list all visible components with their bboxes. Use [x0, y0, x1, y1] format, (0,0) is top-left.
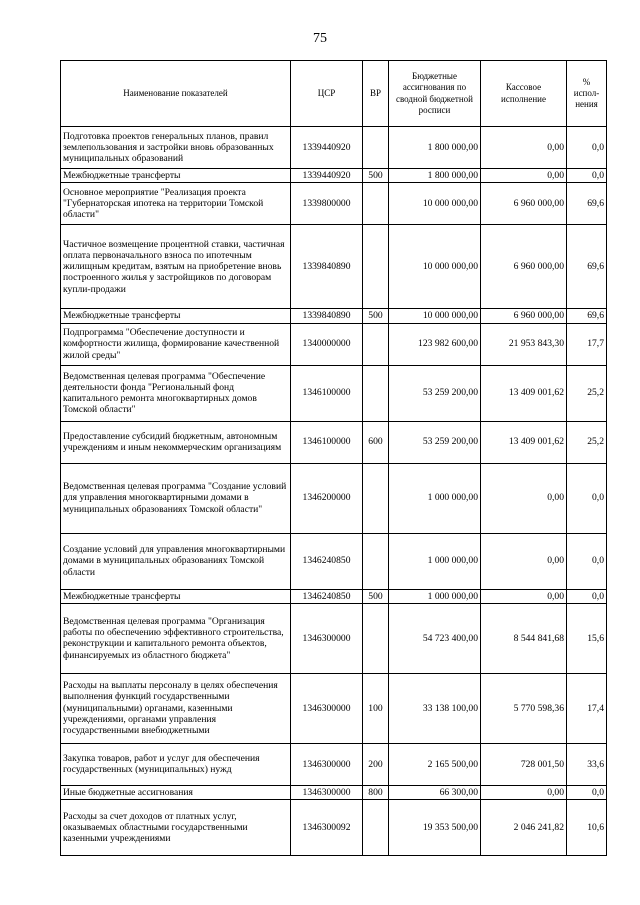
table-row [61, 365, 607, 421]
header-name: Наименование показателей [61, 61, 291, 127]
table-row [61, 127, 607, 169]
row-csr: 1346100000 [291, 421, 363, 463]
row-vr: 200 [363, 743, 389, 785]
row-vr [363, 533, 389, 589]
header-execution-percent: % испол-нения [567, 61, 607, 127]
row-percent: 0,0 [567, 169, 607, 183]
table-row [61, 169, 607, 183]
row-vr [363, 800, 389, 856]
row-vr: 500 [363, 169, 389, 183]
page-number: 75 [313, 31, 327, 46]
row-name: Межбюджетные трансферты [61, 309, 291, 323]
row-percent: 25,2 [567, 365, 607, 421]
row-csr: 1346300000 [291, 603, 363, 673]
row-csr: 1346300000 [291, 785, 363, 799]
row-csr: 1346240850 [291, 533, 363, 589]
table-row [61, 603, 607, 673]
header-cash-execution: Кассовое исполнение [481, 61, 567, 127]
table-row [61, 183, 607, 225]
row-cash: 5 770 598,36 [481, 673, 567, 743]
row-percent: 17,7 [567, 323, 607, 365]
row-cash: 6 960 000,00 [481, 183, 567, 225]
row-budget: 1 000 000,00 [389, 589, 481, 603]
row-budget: 10 000 000,00 [389, 309, 481, 323]
table-row [61, 785, 607, 799]
row-vr: 500 [363, 309, 389, 323]
row-vr [363, 603, 389, 673]
row-cash: 13 409 001,62 [481, 365, 567, 421]
row-percent: 17,4 [567, 673, 607, 743]
row-budget: 1 000 000,00 [389, 533, 481, 589]
row-vr [363, 323, 389, 365]
row-cash: 0,00 [481, 533, 567, 589]
row-name: Межбюджетные трансферты [61, 169, 291, 183]
row-csr: 1346300092 [291, 800, 363, 856]
table-row [61, 533, 607, 589]
table-row [61, 421, 607, 463]
row-budget: 54 723 400,00 [389, 603, 481, 673]
row-percent: 69,6 [567, 183, 607, 225]
row-csr: 1346200000 [291, 463, 363, 533]
row-csr: 1346240850 [291, 589, 363, 603]
row-vr [363, 183, 389, 225]
row-csr: 1339800000 [291, 183, 363, 225]
row-name: Ведомственная целевая программа "Обеспечение деятельности фонда "Региональный фонд капитального ремонта многоквартирных домов Томской области" [61, 365, 291, 421]
row-cash: 0,00 [481, 785, 567, 799]
table-header-row [61, 61, 607, 127]
row-name: Создание условий для управления многоквартирными домами в муниципальных образованиях Томской области [61, 533, 291, 589]
row-csr: 1339840890 [291, 309, 363, 323]
row-cash: 13 409 001,62 [481, 421, 567, 463]
row-percent: 0,0 [567, 127, 607, 169]
row-name: Иные бюджетные ассигнования [61, 785, 291, 799]
row-budget: 33 138 100,00 [389, 673, 481, 743]
row-cash: 6 960 000,00 [481, 309, 567, 323]
row-percent: 0,0 [567, 533, 607, 589]
row-name: Межбюджетные трансферты [61, 589, 291, 603]
row-percent: 33,6 [567, 743, 607, 785]
row-name: Подготовка проектов генеральных планов, правил землепользования и застройки вновь образованных муниципальных образований [61, 127, 291, 169]
row-vr [363, 127, 389, 169]
row-name: Расходы за счет доходов от платных услуг, оказываемых областными государственными казенными учреждениями [61, 800, 291, 856]
table-row [61, 800, 607, 856]
table-row [61, 225, 607, 309]
row-vr [363, 365, 389, 421]
row-cash: 21 953 843,30 [481, 323, 567, 365]
row-name: Подпрограмма "Обеспечение доступности и комфортности жилища, формирование качественной жилой среды" [61, 323, 291, 365]
row-name: Ведомственная целевая программа "Организация работы по обеспечению эффективного строительства, реконструкции и капитального ремонта объектов, финансируемых из областного бюджета" [61, 603, 291, 673]
row-name: Предоставление субсидий бюджетным, автономным учреждениям и иным некоммерческим организациям [61, 421, 291, 463]
row-budget: 10 000 000,00 [389, 225, 481, 309]
row-vr [363, 463, 389, 533]
row-percent: 69,6 [567, 309, 607, 323]
row-name: Основное мероприятие "Реализация проекта "Губернаторская ипотека на территории Томской области" [61, 183, 291, 225]
row-cash: 0,00 [481, 127, 567, 169]
table-row [61, 463, 607, 533]
row-csr: 1346100000 [291, 365, 363, 421]
row-percent: 0,0 [567, 589, 607, 603]
row-vr: 500 [363, 589, 389, 603]
table-row [61, 743, 607, 785]
row-csr: 1340000000 [291, 323, 363, 365]
row-percent: 25,2 [567, 421, 607, 463]
row-vr: 800 [363, 785, 389, 799]
row-vr [363, 225, 389, 309]
row-vr: 600 [363, 421, 389, 463]
row-percent: 10,6 [567, 800, 607, 856]
row-budget: 10 000 000,00 [389, 183, 481, 225]
row-budget: 1 800 000,00 [389, 169, 481, 183]
header-csr: ЦСР [291, 61, 363, 127]
row-budget: 2 165 500,00 [389, 743, 481, 785]
row-cash: 6 960 000,00 [481, 225, 567, 309]
row-name: Ведомственная целевая программа "Создание условий для управления многоквартирными домами в муниципальных образованиях Томской области" [61, 463, 291, 533]
row-cash: 0,00 [481, 169, 567, 183]
row-budget: 66 300,00 [389, 785, 481, 799]
table-row [61, 589, 607, 603]
row-percent: 0,0 [567, 785, 607, 799]
row-vr: 100 [363, 673, 389, 743]
budget-execution-table [60, 60, 607, 856]
row-cash: 0,00 [481, 463, 567, 533]
row-name: Частичное возмещение процентной ставки, частичная оплата первоначального взноса по ипотечным жилищным кредитам, взятым на приобретение вновь построенного жилья у застройщиков по договорам купли-продажи [61, 225, 291, 309]
row-csr: 1339440920 [291, 169, 363, 183]
row-budget: 19 353 500,00 [389, 800, 481, 856]
row-name: Закупка товаров, работ и услуг для обеспечения государственных (муниципальных) нужд [61, 743, 291, 785]
table-row [61, 323, 607, 365]
row-csr: 1346300000 [291, 673, 363, 743]
row-budget: 53 259 200,00 [389, 365, 481, 421]
row-csr: 1339840890 [291, 225, 363, 309]
table-row [61, 309, 607, 323]
row-cash: 728 001,50 [481, 743, 567, 785]
header-budget-allocations: Бюджетные ассигнования по сводной бюджетной росписи [389, 61, 481, 127]
row-percent: 15,6 [567, 603, 607, 673]
row-name: Расходы на выплаты персоналу в целях обеспечения выполнения функций государственными (муниципальными) органами, казенными учреждениями, органами управления государственными внебюджетными [61, 673, 291, 743]
row-csr: 1346300000 [291, 743, 363, 785]
row-percent: 0,0 [567, 463, 607, 533]
table-row [61, 673, 607, 743]
row-csr: 1339440920 [291, 127, 363, 169]
row-cash: 2 046 241,82 [481, 800, 567, 856]
row-percent: 69,6 [567, 225, 607, 309]
row-budget: 1 000 000,00 [389, 463, 481, 533]
header-vr: ВР [363, 61, 389, 127]
row-cash: 0,00 [481, 589, 567, 603]
row-cash: 8 544 841,68 [481, 603, 567, 673]
row-budget: 123 982 600,00 [389, 323, 481, 365]
row-budget: 1 800 000,00 [389, 127, 481, 169]
row-budget: 53 259 200,00 [389, 421, 481, 463]
